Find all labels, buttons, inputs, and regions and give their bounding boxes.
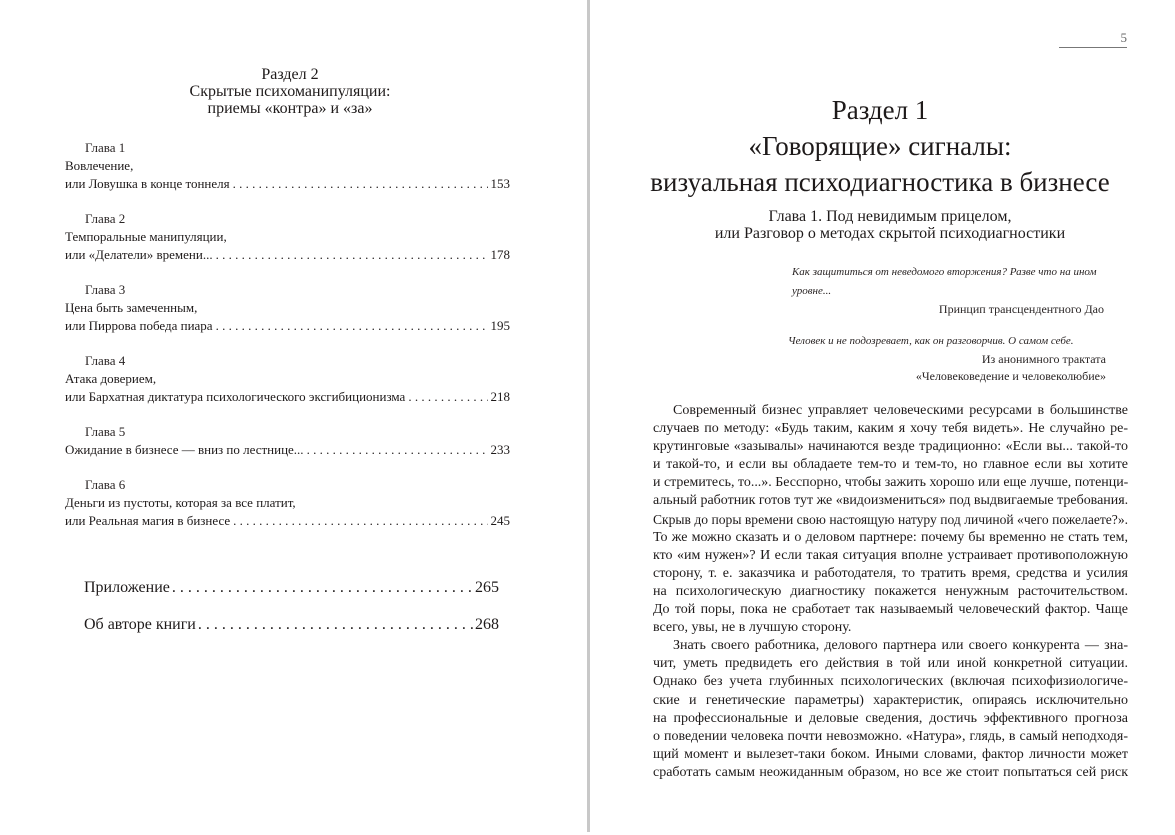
toc-chapter-title: Вовлечение, bbox=[65, 158, 134, 173]
toc-chapter[interactable] bbox=[65, 139, 510, 193]
toc-leader-dots bbox=[172, 578, 473, 598]
toc-leader-dots bbox=[233, 512, 487, 530]
toc-section-title-line2: приемы «контра» и «за» bbox=[207, 100, 373, 117]
body-line: чит, уметь предвидеть его действия в той или иной конкретной ситуации. bbox=[653, 656, 1128, 672]
body-line: щий момент и вылезет-таки боком. Иными словами, фактор личности может bbox=[653, 746, 1128, 762]
toc-leader-dots bbox=[307, 441, 488, 459]
toc-chapter-label: Глава 3 bbox=[85, 282, 126, 297]
toc-chapter-entry[interactable] bbox=[65, 512, 510, 530]
toc-section-label: Раздел 2 bbox=[261, 66, 319, 83]
toc-chapter-title: Деньги из пустоты, которая за все платит, bbox=[65, 495, 296, 510]
toc-chapter-label: Глава 6 bbox=[85, 477, 126, 492]
body-line: ские и генетические параметры) характеристик, опираясь исключительно bbox=[653, 692, 1128, 708]
toc-chapter-subtitle: или Бархатная диктатура психологического эксгибиционизма bbox=[65, 389, 406, 404]
toc-chapter-subtitle: или Ловушка в конце тоннеля bbox=[65, 176, 230, 191]
toc-appendix-list bbox=[84, 578, 499, 652]
toc-chapter[interactable] bbox=[65, 476, 510, 530]
body-text bbox=[653, 402, 1128, 782]
body-line: на профессиональные и деловые сведения, достичь эффективного прогноза bbox=[653, 710, 1128, 726]
toc-page-number: 218 bbox=[490, 389, 510, 404]
body-line: и такой-то, и если вы обладаете тем-то и тем-то, но главное если вы хотите bbox=[653, 457, 1128, 473]
toc-chapter[interactable] bbox=[65, 352, 510, 406]
toc-chapter-entry[interactable] bbox=[65, 175, 510, 193]
toc-list bbox=[65, 139, 510, 547]
page-number: 5 bbox=[1120, 30, 1127, 45]
body-line: Современный бизнес управляет человеческими ресурсами в большинстве bbox=[673, 403, 1128, 418]
toc-section-heading bbox=[60, 66, 520, 117]
epigraph-quote: Человек и не подозревает, как он разговорчив. О самом себе. bbox=[788, 335, 1074, 347]
toc-page-number: 178 bbox=[490, 247, 510, 262]
toc-chapter-label: Глава 2 bbox=[85, 211, 126, 226]
toc-leader-dots bbox=[216, 246, 488, 264]
body-line: альный работник готов тут же «видоизмениться» под выдвигаемые требования. bbox=[653, 493, 1129, 509]
body-line: на психологическую диагностику покажется ненужным расточительством. bbox=[653, 583, 1128, 599]
toc-chapter-title: Атака доверием, bbox=[65, 371, 157, 386]
epigraph bbox=[788, 332, 1118, 385]
toc-chapter[interactable] bbox=[65, 423, 510, 459]
toc-leader-dots bbox=[233, 175, 488, 193]
body-line: случаев по методу: «Будь таким, каким я хочу тебя видеть». Не случайно ре- bbox=[653, 421, 1128, 437]
epigraph-source-title: «Человековедение и человеколюбие» bbox=[915, 369, 1106, 383]
toc-chapter[interactable] bbox=[65, 210, 510, 264]
part-title-line1: «Говорящие» сигналы: bbox=[748, 131, 1012, 161]
toc-chapter-label: Глава 4 bbox=[85, 353, 126, 368]
toc-chapter-entry[interactable] bbox=[65, 388, 510, 406]
epigraph-quote: Как защититься от неведомого вторжения? Разве что на ином bbox=[792, 266, 1097, 278]
toc-chapter-title: Цена быть замеченным, bbox=[65, 300, 198, 315]
toc-page-number: 265 bbox=[475, 579, 499, 596]
toc-chapter-subtitle: или Пиррова победа пиара bbox=[65, 318, 213, 333]
body-line: и стремитесь, то...». Бесспорно, чтобы зажить хорошо или еще лучше, потенци- bbox=[653, 475, 1129, 491]
epigraph-quote-continued: уровне... bbox=[792, 285, 832, 297]
toc-page-number: 195 bbox=[490, 318, 510, 333]
toc-appendix-title: Приложение bbox=[84, 579, 170, 596]
toc-author-entry[interactable] bbox=[84, 615, 499, 635]
part-heading bbox=[630, 92, 1130, 200]
chapter-heading bbox=[640, 208, 1140, 242]
toc-leader-dots bbox=[216, 317, 488, 335]
toc-page-number: 153 bbox=[490, 176, 510, 191]
body-line: крутинговые «зазывалы» начинаются везде традиционно: «Если вы... такой-то bbox=[653, 439, 1128, 455]
toc-chapter-label: Глава 5 bbox=[85, 424, 126, 439]
toc-chapter-subtitle: или Реальная магия в бизнесе bbox=[65, 513, 231, 528]
toc-section-title-line1: Скрытые психоманипуляции: bbox=[189, 83, 391, 100]
toc-chapter-label: Глава 1 bbox=[85, 140, 126, 155]
body-line: Скрыв до поры времени свою настоящую натуру под личиной «чего пожелаете?». bbox=[653, 511, 1128, 527]
toc-chapter-title: Темпоральные манипуляции, bbox=[65, 229, 227, 244]
body-line: кто «им нужен»? И если такая ситуация вполне устраивает противоположную bbox=[653, 547, 1128, 563]
page-number-rule bbox=[1059, 47, 1127, 48]
chapter-title-line1: Глава 1. Под невидимым прицелом, bbox=[768, 208, 1012, 225]
toc-chapter[interactable] bbox=[65, 281, 510, 335]
chapter-title-line2: или Разговор о методах скрытой психодиагностики bbox=[714, 225, 1066, 242]
part-title-line2: визуальная психодиагностика в бизнесе bbox=[650, 167, 1110, 197]
toc-appendix-entry[interactable] bbox=[84, 578, 499, 598]
toc-chapter-subtitle: или «Делатели» времени... bbox=[65, 247, 213, 262]
toc-chapter-entry[interactable] bbox=[65, 441, 510, 459]
body-line: То же можно сказать и о деловом партнере: почему бы временно не стать тем, bbox=[653, 529, 1128, 545]
body-line: всего, увы, не в лучшую сторону. bbox=[653, 620, 852, 636]
toc-chapter-entry[interactable] bbox=[65, 317, 510, 335]
epigraph-source: Из анонимного трактата bbox=[981, 352, 1106, 366]
epigraph-source: Принцип трансцендентного Дао bbox=[938, 302, 1104, 316]
epigraph bbox=[792, 263, 1132, 318]
part-label: Раздел 1 bbox=[831, 95, 929, 125]
toc-leader-dots bbox=[198, 615, 473, 635]
toc-page-number: 245 bbox=[490, 513, 510, 528]
toc-chapter-entry[interactable] bbox=[65, 246, 510, 264]
body-line: о поведении человека почти невозможно. «Натура», глядь, в самый неподходя- bbox=[653, 728, 1128, 744]
body-line: сработать самым неожиданным образом, но все же стоит попытаться сей риск bbox=[653, 764, 1128, 780]
body-line: До той поры, пока не сработает так называемый человеческий фактор. Чаще bbox=[653, 602, 1128, 618]
body-line: Знать своего работника, делового партнера или своего конкурента — зна- bbox=[673, 638, 1128, 654]
body-line: сторону, т. е. заказчика и работодателя, то тратить время, средства и усилия bbox=[653, 565, 1128, 581]
toc-page-number: 268 bbox=[475, 616, 499, 633]
body-line: Однако без учета глубинных психологических (включая психофизиологиче- bbox=[653, 674, 1128, 690]
toc-page-number: 233 bbox=[490, 442, 510, 457]
toc-chapter-subtitle: Ожидание в бизнесе — вниз по лестнице... bbox=[65, 442, 304, 457]
toc-author-title: Об авторе книги bbox=[84, 616, 196, 633]
toc-leader-dots bbox=[408, 388, 487, 406]
